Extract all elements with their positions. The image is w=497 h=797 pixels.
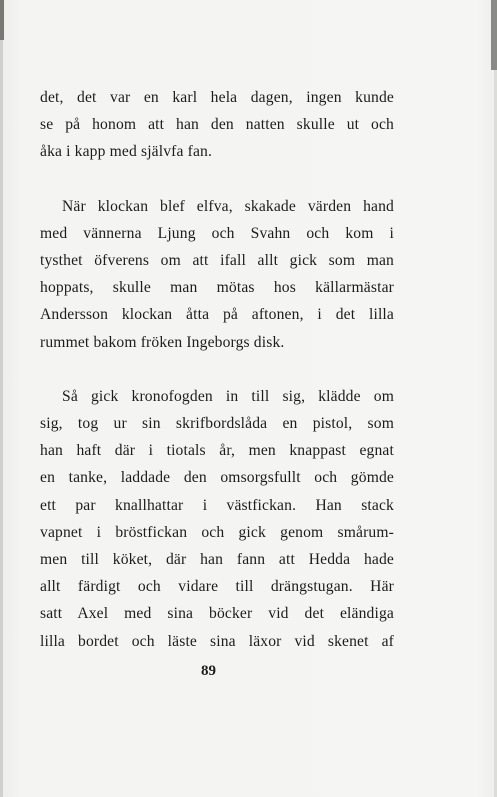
page-edge-right-top (491, 0, 497, 70)
paragraph-1 (40, 84, 394, 166)
text-line: vapnet i bröstfickan och gick genom smårum- (40, 523, 394, 541)
text-line: han haft där i tiotals år, men knappast egnat (40, 442, 394, 460)
text-line: satt Axel med sina böcker vid det eländiga (40, 605, 394, 623)
text-line: med vännerna Ljung och Svahn och kom i (40, 224, 394, 242)
text-line: När klockan blef elfva, skakade värden hand (62, 197, 394, 215)
text-line: ett par knallhattar i västfickan. Han stack (40, 496, 394, 514)
paragraph-2 (40, 193, 394, 356)
text-line: allt färdigt och vidare till drängstugan. Här (40, 578, 394, 596)
text-line: tysthet öfverens om att ifall allt gick som man (40, 252, 394, 270)
body-text (40, 84, 394, 655)
text-line: lilla bordet och läste sina läxor vid skenet af (40, 632, 394, 650)
text-line: hoppats, skulle man mötas hos källarmästar (40, 279, 394, 297)
text-line: en tanke, laddade den omsorgsfullt och gömde (40, 469, 394, 487)
text-line: det, det var en karl hela dagen, ingen kunde (40, 89, 394, 106)
text-line: se på honom att han den natten skulle ut och (40, 116, 394, 134)
text-line: men till köket, där han fann att Hedda hade (40, 551, 394, 569)
text-line: rummet bakom fröken Ingeborgs disk. (40, 333, 285, 351)
paragraph-3 (40, 383, 394, 655)
page-edge-top-left (0, 0, 4, 40)
page-number: 89 (201, 663, 216, 679)
text-line: Andersson klockan åtta på aftonen, i det lilla (40, 306, 394, 324)
text-line: Så gick kronofogden in till sig, klädde om (62, 387, 394, 405)
text-line: sig, tog ur sin skrifbordslåda en pistol, som (40, 415, 394, 433)
text-line: åka i kapp med självfa fan. (40, 143, 213, 161)
